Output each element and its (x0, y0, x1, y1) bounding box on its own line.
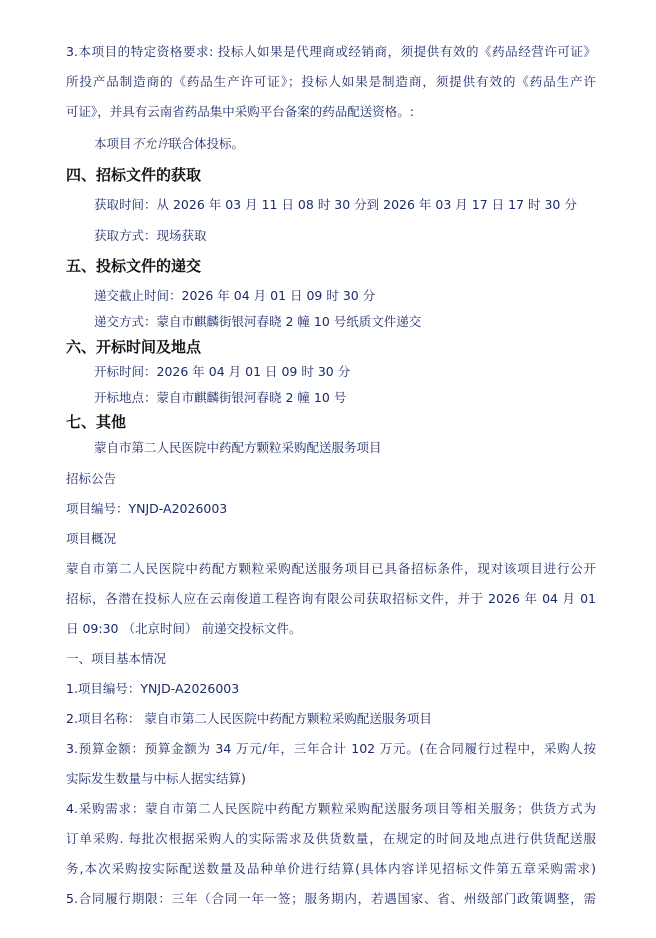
document-acquisition-time: 获取时间：从 2026 年 03 月 11 日 08 时 30 分到 2026 年 03 月 17 日 17 时 30 分 (94, 197, 577, 212)
bid-opening-place: 开标地点：蒙自市麒麟街银河春晓 2 幢 10 号 (94, 390, 347, 405)
consortium-prefix: 本项目 (94, 136, 132, 151)
project-number: 项目编号：YNJD-A2026003 (66, 501, 228, 516)
consortium-statement (94, 136, 244, 152)
overview-line-1: 蒙自市第二人民医院中药配方颗粒采购配送服务项目已具备招标条件，现对该项目进行公开 (66, 561, 596, 576)
project-overview-label: 项目概况 (66, 531, 117, 546)
section-4-heading: 四、招标文件的获取 (66, 166, 202, 184)
item-project-name: 2.项目名称： 蒙自市第二人民医院中药配方颗粒采购配送服务项目 (66, 711, 432, 726)
item-contract-term-line-1: 5.合同履行期限：三年（合同一年一签；服务期内，若遇国家、省、州级部门政策调整，需 (66, 891, 596, 906)
qualification-line-1: 3.本项目的特定资格要求: 投标人如果是代理商或经销商，须提供有效的《药品经营许可证》 (66, 44, 596, 59)
bid-opening-time: 开标时间：2026 年 04 月 01 日 09 时 30 分 (94, 364, 351, 379)
submission-deadline: 递交截止时间：2026 年 04 月 01 日 09 时 30 分 (94, 288, 376, 303)
qualification-line-2: 所投产品制造商的《药品生产许可证》；投标人如果是制造商，须提供有效的《药品生产许 (66, 74, 596, 89)
section-6-heading: 六、开标时间及地点 (66, 338, 202, 356)
item-requirement-line-3: 务,本次采购按实际配送数量及品种单价进行结算(具体内容详见招标文件第五章采购需求) (66, 861, 596, 876)
item-budget-line-2: 实际发生数量与中标人据实结算) (66, 771, 246, 786)
submission-method: 递交方式：蒙自市麒麟街银河春晓 2 幢 10 号纸质文件递交 (94, 314, 422, 329)
project-title: 蒙自市第二人民医院中药配方颗粒采购配送服务项目 (94, 440, 382, 455)
qualification-line-3: 可证》，并具有云南省药品集中采购平台备案的药品配送资格。: (66, 104, 414, 119)
item-project-number: 1.项目编号：YNJD-A2026003 (66, 681, 240, 696)
consortium-not-allowed: 不允许 (131, 136, 170, 151)
basic-info-heading: 一、项目基本情况 (66, 651, 167, 666)
item-budget-line-1: 3.预算金额：预算金额为 34 万元/年，三年合计 102 万元。(在合同履行过程中，采购人按 (66, 741, 596, 756)
item-requirement-line-2: 订单采购. 每批次根据采购人的实际需求及供货数量，在规定的时间及地点进行供货配送服 (66, 831, 596, 846)
consortium-suffix: 联合体投标。 (169, 136, 245, 151)
tender-notice-label: 招标公告 (66, 471, 117, 486)
section-5-heading: 五、投标文件的递交 (66, 257, 202, 275)
overview-line-2: 招标，各潜在投标人应在云南俊道工程咨询有限公司获取招标文件，并于 2026 年 04 月 01 (66, 591, 596, 606)
section-7-heading: 七、其他 (66, 413, 127, 431)
item-requirement-line-1: 4.采购需求：蒙自市第二人民医院中药配方颗粒采购配送服务项目等相关服务；供货方式为 (66, 801, 596, 816)
overview-line-3: 日 09:30 （北京时间） 前递交投标文件。 (66, 621, 302, 636)
document-acquisition-method: 获取方式：现场获取 (94, 228, 207, 243)
